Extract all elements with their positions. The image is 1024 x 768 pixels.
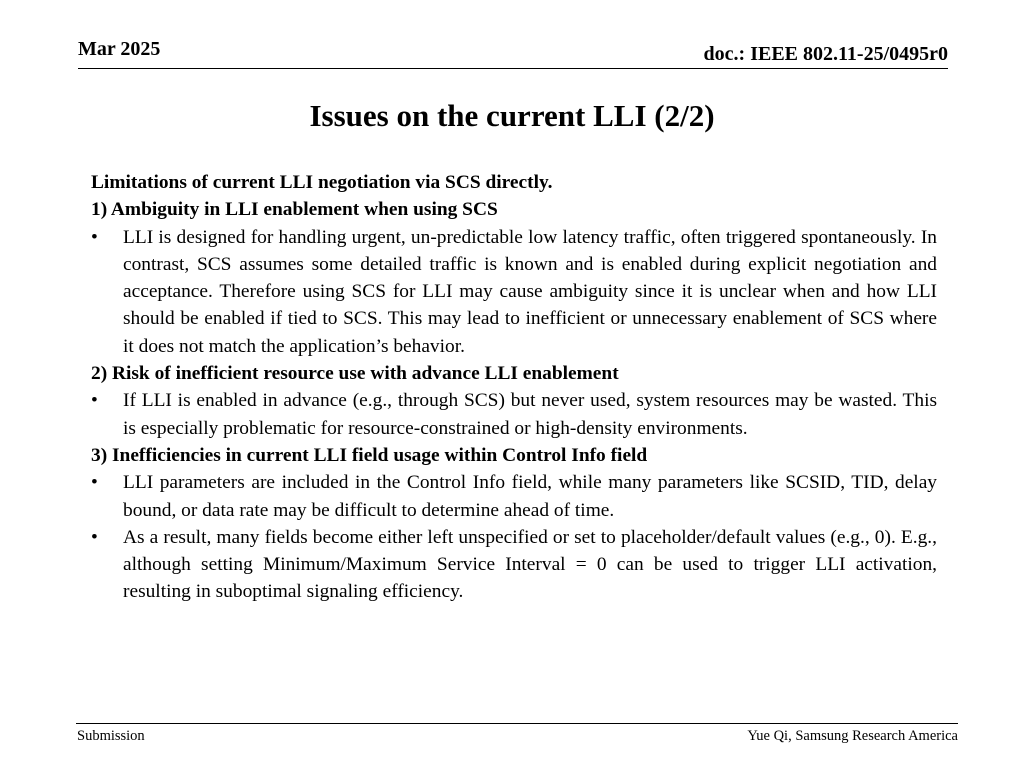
footer-submission: Submission [77,728,145,744]
slide-content [91,169,937,606]
slide-title: Issues on the current LLI (2/2) [309,98,715,133]
bullet-text: LLI parameters are included in the Control Info field, while many parameters like SCSID, TID, delay bound, or data rate may be difficult to determine ahead of time. [123,472,937,521]
bullet-marker: • [91,526,98,548]
bullet-marker: • [91,226,98,248]
header-date: Mar 2025 [78,38,161,60]
bullet-marker: • [91,472,98,494]
section-2-heading: 2) Risk of inefficient resource use with advance LLI enablement [91,363,619,385]
footer-author: Yue Qi, Samsung Research America [747,728,958,744]
section-3-bullet-2 [91,524,937,606]
section-3-heading: 3) Inefficiencies in current LLI field usage within Control Info field [91,444,648,466]
footer-divider [76,723,958,724]
bullet-text: If LLI is enabled in advance (e.g., through SCS) but never used, system resources may be wasted. This is especially problematic for resource-constrained or high-density environments. [123,390,937,439]
section-3-bullet-1 [91,469,937,524]
section-1-bullet-1 [91,224,937,360]
bullet-text: LLI is designed for handling urgent, un-predictable low latency traffic, often triggered spontaneously. In contrast, SCS assumes some detailed traffic is known and is enabled during explicit negotiation and acceptance. Therefore using SCS for LLI may cause ambiguity since it is unclear when and how LLI should be enabled if tied to SCS. This may lead to inefficient or unnecessary enablement of SCS where it does not match the application’s behavior. [123,226,937,357]
header-divider [78,68,948,69]
section-2-bullet-1 [91,387,937,442]
intro-heading: Limitations of current LLI negotiation via SCS directly. [91,172,553,193]
bullet-text: As a result, many fields become either left unspecified or set to placeholder/default values (e.g., 0). E.g., although setting Minimum/Maximum Service Interval = 0 can be used to trigger LLI activation, resulting in suboptimal signaling efficiency. [123,526,937,603]
header-doc-id: doc.: IEEE 802.11-25/0495r0 [703,43,948,65]
bullet-marker: • [91,390,98,412]
section-1-heading: 1) Ambiguity in LLI enablement when using SCS [91,199,498,221]
